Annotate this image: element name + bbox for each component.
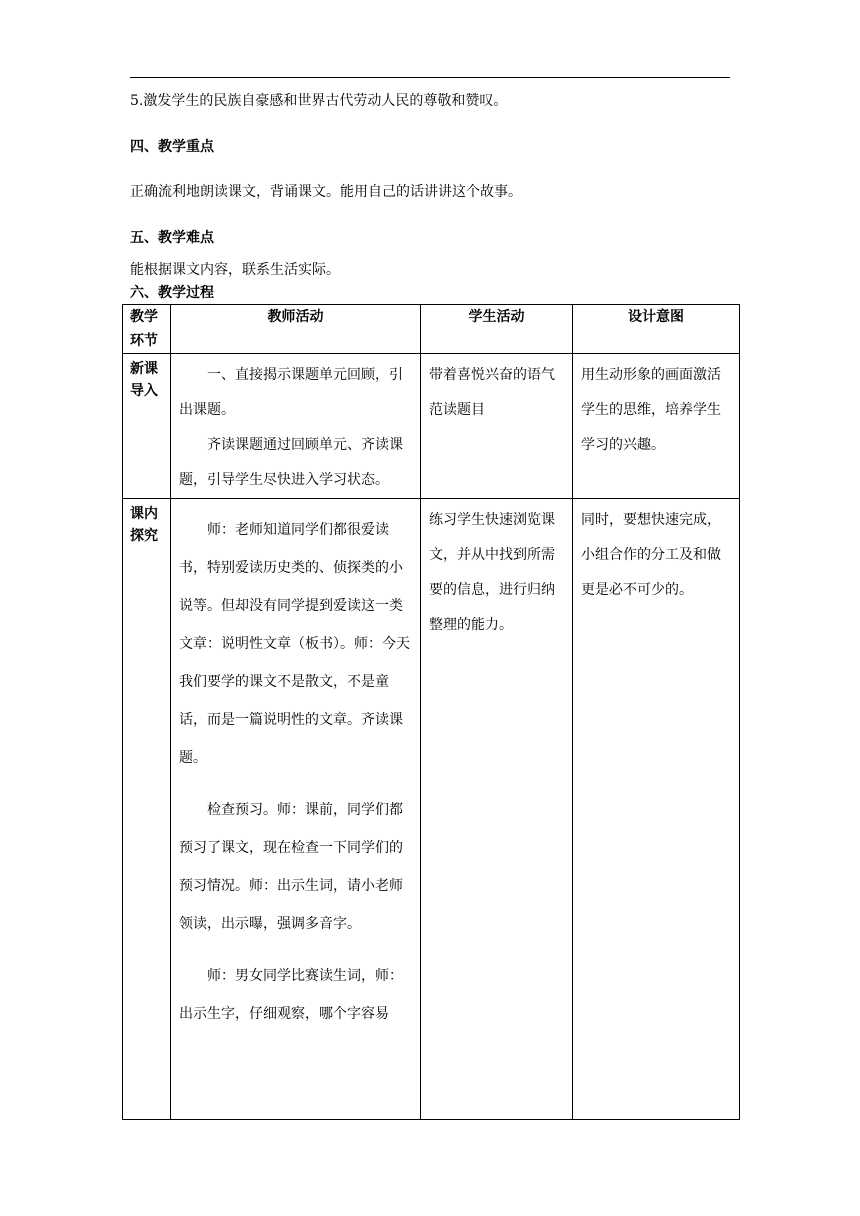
header-intent: 设计意图 <box>573 305 740 354</box>
header-rule <box>130 77 730 78</box>
key-points-heading: 四、教学重点 <box>130 139 214 155</box>
table-row <box>123 499 740 1120</box>
row-student-activity: 练习学生快速浏览课文，并从中找到所需要的信息，进行归纳整理的能力。 <box>421 499 573 1120</box>
difficulties-heading: 五、教学难点 <box>130 230 214 246</box>
header-student: 学生活动 <box>421 305 573 354</box>
difficulties-text: 能根据课文内容，联系生活实际。 <box>130 262 340 278</box>
header-stage: 教学 环节 <box>123 305 171 354</box>
row-stage: 课内 探究 <box>123 499 171 1120</box>
row-stage: 新课 导入 <box>123 354 171 499</box>
table-row <box>123 354 740 499</box>
process-heading: 六、教学过程 <box>130 285 214 301</box>
row-design-intent: 用生动形象的画面激活学生的思维，培养学生学习的兴趣。 <box>573 354 740 499</box>
header-teacher: 教师活动 <box>171 305 421 354</box>
table-header-row <box>123 305 740 354</box>
row-teacher-activity: 师：老师知道同学们都很爱读书，特别爱读历史类的、侦探类的小说等。但却没有同学提到爱读这一类文章：说明性文章（板书）。师：今天我们要学的课文不是散文，不是童话，而是一篇说明性的文章。齐读课题。 检查预习。师：课前，同学们都预习了课文，现在检查一下同学们的预习情况。师：出示生词，请小老师领读，出示曝，强调多音字。 师：男女同学比赛读生词，师：出示生字，仔细观察，哪个字容易 <box>171 499 421 1120</box>
lesson-process-table <box>122 304 740 1120</box>
row-teacher-activity: 一、直接揭示课题单元回顾，引出课题。 齐读课题通过回顾单元、齐读课题，引导学生尽快进入学习状态。 <box>171 354 421 499</box>
row-student-activity: 带着喜悦兴奋的语气范读题目 <box>421 354 573 499</box>
row-design-intent: 同时，要想快速完成，小组合作的分工及和做更是必不可少的。 <box>573 499 740 1120</box>
key-points-text: 正确流利地朗读课文，背诵课文。能用自己的话讲讲这个故事。 <box>130 184 522 200</box>
objective-5: 5.激发学生的民族自豪感和世界古代劳动人民的尊敬和赞叹。 <box>130 93 508 109</box>
